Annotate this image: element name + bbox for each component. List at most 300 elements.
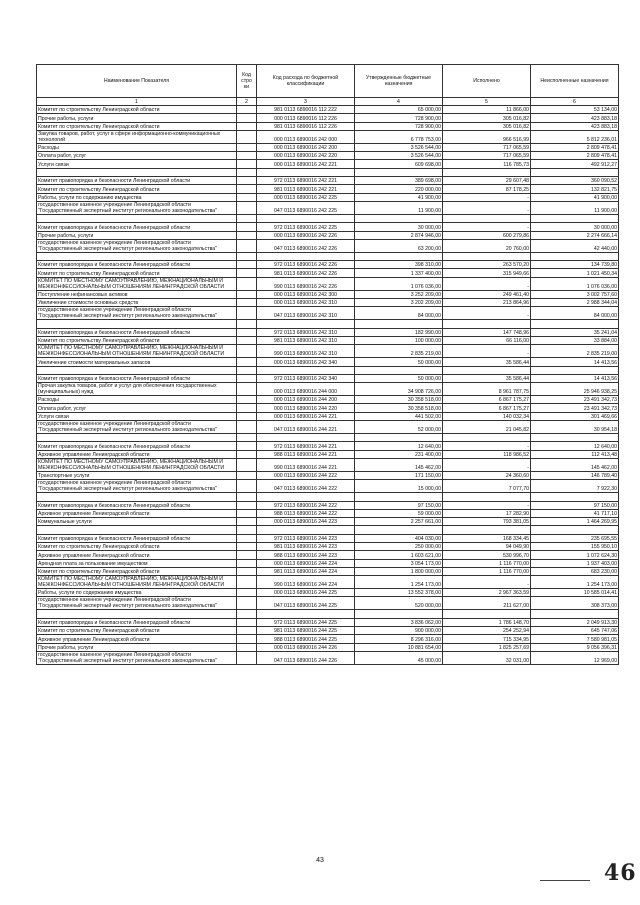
- cell-budget-code: [257, 434, 355, 442]
- cell-code: [237, 442, 257, 450]
- cell-remaining: 2 835 219,00: [531, 345, 619, 358]
- table-row: [37, 320, 619, 328]
- cell-budget-code: 000 0113 6890016 242 340: [257, 358, 355, 366]
- cell-remaining: 2 988 344,04: [531, 299, 619, 307]
- cell-budget-code: [257, 366, 355, 374]
- cell-done: 7 077,70: [443, 480, 531, 493]
- column-number: 4: [355, 98, 443, 106]
- cell-approved: 34 908 726,00: [355, 383, 443, 396]
- cell-budget-code: 000 0113 6890016 244 200: [257, 396, 355, 404]
- cell-name: Комитет правопорядка и безопасности Ленинградской области: [37, 177, 237, 185]
- cell-code: [237, 114, 257, 122]
- cell-code: [237, 261, 257, 269]
- table-row: [37, 567, 619, 575]
- cell-budget-code: 988 0113 6890016 244 223: [257, 551, 355, 559]
- cell-code: [237, 307, 257, 320]
- cell-done: 20 760,00: [443, 239, 531, 252]
- cell-done: 6 867 175,27: [443, 404, 531, 412]
- cell-name: Комитет правопорядка и безопасности Ленинградской области: [37, 501, 237, 509]
- cell-approved: 3 836 062,00: [355, 618, 443, 626]
- cell-name: Прочие работы, услуги: [37, 114, 237, 122]
- cell-name: [37, 214, 237, 222]
- cell-budget-code: 981 0113 6890016 242 310: [257, 336, 355, 344]
- cell-name: Архивное управление Ленинградской области: [37, 509, 237, 517]
- cell-name: Комитет правопорядка и безопасности Ленинградской области: [37, 442, 237, 450]
- cell-remaining: 11 900,00: [531, 201, 619, 214]
- cell-remaining: 10 585 014,41: [531, 589, 619, 597]
- cell-remaining: [531, 320, 619, 328]
- cell-budget-code: 981 0113 6890016 112 226: [257, 122, 355, 130]
- cell-remaining: 5 812 236,01: [531, 130, 619, 143]
- cell-approved: 1 076 036,00: [355, 277, 443, 290]
- table-row: [37, 450, 619, 458]
- cell-name: Прочие работы, услуги: [37, 231, 237, 239]
- cell-name: государственное казенное учреждение Ленинградской области "Государственный экспертный институт регионального законодательства": [37, 651, 237, 664]
- cell-budget-code: 047 0113 6890016 244 225: [257, 597, 355, 610]
- cell-name: Комитет правопорядка и безопасности Ленинградской области: [37, 374, 237, 382]
- table-row: [37, 396, 619, 404]
- cell-code: [237, 434, 257, 442]
- cell-done: 6 867 175,27: [443, 396, 531, 404]
- cell-code: [237, 493, 257, 501]
- cell-budget-code: 000 0113 6890016 242 226: [257, 231, 355, 239]
- cell-approved: 2 835 219,00: [355, 345, 443, 358]
- cell-remaining: 9 056 396,31: [531, 643, 619, 651]
- cell-approved: 441 502,00: [355, 412, 443, 420]
- table-row: [37, 122, 619, 130]
- cell-name: КОМИТЕТ ПО МЕСТНОМУ САМОУПРАВЛЕНИЮ, МЕЖНАЦИОНАЛЬНЫМ И МЕЖКОНФЕССИОНАЛЬНЫМ ОТНОШЕНИЯМ ЛЕНИНГРАДСКОЙ ОБЛАСТИ: [37, 458, 237, 471]
- cell-done: 147 748,96: [443, 328, 531, 336]
- cell-remaining: 112 413,48: [531, 450, 619, 458]
- cell-done: 116 785,73: [443, 160, 531, 168]
- cell-budget-code: 981 0113 6890016 112 222: [257, 106, 355, 114]
- cell-code: [237, 122, 257, 130]
- cell-name: Архивное управление Ленинградской области: [37, 551, 237, 559]
- cell-name: Работы, услуги по содержанию имущества: [37, 193, 237, 201]
- cell-remaining: 41 900,00: [531, 193, 619, 201]
- cell-remaining: [531, 168, 619, 176]
- table-row: [37, 336, 619, 344]
- cell-approved: 63 200,00: [355, 239, 443, 252]
- cell-remaining: 301 469,66: [531, 412, 619, 420]
- table-row: [37, 239, 619, 252]
- cell-name: Расходы: [37, 143, 237, 151]
- page-number: 43: [316, 857, 324, 864]
- cell-code: [237, 328, 257, 336]
- cell-remaining: 2 049 913,30: [531, 618, 619, 626]
- cell-remaining: 1 254 173,00: [531, 576, 619, 589]
- cell-name: [37, 366, 237, 374]
- table-row: [37, 143, 619, 151]
- cell-remaining: [531, 366, 619, 374]
- cell-budget-code: 000 0113 6890016 242 000: [257, 130, 355, 143]
- table-row: [37, 261, 619, 269]
- cell-approved: 100 000,00: [355, 336, 443, 344]
- cell-remaining: 423 883,18: [531, 122, 619, 130]
- cell-name: Комитет правопорядка и безопасности Ленинградской области: [37, 328, 237, 336]
- cell-name: Оплата работ, услуг: [37, 404, 237, 412]
- cell-code: [237, 269, 257, 277]
- cell-remaining: 41 717,10: [531, 509, 619, 517]
- cell-budget-code: [257, 168, 355, 176]
- cell-done: 1 786 148,70: [443, 618, 531, 626]
- cell-name: КОМИТЕТ ПО МЕСТНОМУ САМОУПРАВЛЕНИЮ, МЕЖНАЦИОНАЛЬНЫМ И МЕЖКОНФЕССИОНАЛЬНЫМ ОТНОШЕНИЯМ ЛЕНИНГРАДСКОЙ ОБЛАСТИ: [37, 277, 237, 290]
- cell-code: [237, 320, 257, 328]
- table-row: [37, 618, 619, 626]
- table-row: [37, 223, 619, 231]
- table-row: [37, 269, 619, 277]
- cell-done: -: [443, 501, 531, 509]
- cell-remaining: 1 937 403,00: [531, 559, 619, 567]
- cell-name: Комитет по строительству Ленинградской области: [37, 542, 237, 550]
- cell-code: [237, 252, 257, 260]
- cell-done: [443, 366, 531, 374]
- table-row: [37, 589, 619, 597]
- cell-code: [237, 643, 257, 651]
- cell-budget-code: 972 0113 6890016 242 221: [257, 177, 355, 185]
- cell-budget-code: 047 0113 6890016 244 222: [257, 480, 355, 493]
- cell-approved: 8 296 316,00: [355, 635, 443, 643]
- column-number: 6: [531, 98, 619, 106]
- cell-budget-code: 972 0113 6890016 244 225: [257, 618, 355, 626]
- cell-name: государственное казенное учреждение Ленинградской области "Государственный экспертный институт регионального законодательства": [37, 597, 237, 610]
- cell-approved: [355, 214, 443, 222]
- cell-name: [37, 168, 237, 176]
- cell-done: -: [443, 458, 531, 471]
- cell-approved: 398 310,00: [355, 261, 443, 269]
- cell-remaining: [531, 610, 619, 618]
- cell-remaining: 53 134,00: [531, 106, 619, 114]
- handwritten-page-stamp: 46: [604, 860, 637, 886]
- cell-code: [237, 336, 257, 344]
- cell-approved: 182 990,00: [355, 328, 443, 336]
- cell-name: Прочая закупка товаров, работ и услуг для обеспечения государственных (муниципальных) нужд: [37, 383, 237, 396]
- cell-code: [237, 567, 257, 575]
- cell-name: Комитет по строительству Ленинградской области: [37, 627, 237, 635]
- cell-budget-code: 972 0113 6890016 244 223: [257, 534, 355, 542]
- cell-budget-code: 972 0113 6890016 244 222: [257, 501, 355, 509]
- cell-done: [443, 214, 531, 222]
- cell-approved: [355, 610, 443, 618]
- column-number: 2: [237, 98, 257, 106]
- cell-code: [237, 396, 257, 404]
- cell-budget-code: [257, 214, 355, 222]
- cell-remaining: 1 021 450,34: [531, 269, 619, 277]
- cell-budget-code: 000 0113 6890016 244 226: [257, 643, 355, 651]
- column-number: 3: [257, 98, 355, 106]
- cell-budget-code: 000 0113 6890016 244 222: [257, 471, 355, 479]
- cell-code: [237, 231, 257, 239]
- cell-approved: 6 778 753,00: [355, 130, 443, 143]
- cell-budget-code: 981 0113 6890016 242 226: [257, 269, 355, 277]
- cell-code: [237, 290, 257, 298]
- cell-budget-code: 972 0113 6890016 244 221: [257, 442, 355, 450]
- cell-name: КОМИТЕТ ПО МЕСТНОМУ САМОУПРАВЛЕНИЮ, МЕЖНАЦИОНАЛЬНЫМ И МЕЖКОНФЕССИОНАЛЬНЫМ ОТНОШЕНИЯМ ЛЕНИНГРАДСКОЙ ОБЛАСТИ: [37, 576, 237, 589]
- table-row: [37, 551, 619, 559]
- cell-remaining: 2 809 478,41: [531, 152, 619, 160]
- cell-budget-code: 990 0113 6890016 244 224: [257, 576, 355, 589]
- cell-done: 717 065,59: [443, 143, 531, 151]
- cell-done: 211 627,00: [443, 597, 531, 610]
- cell-code: [237, 421, 257, 434]
- table-row: [37, 471, 619, 479]
- cell-name: Увеличение стоимости основных средств: [37, 299, 237, 307]
- footer-divider: [540, 880, 590, 881]
- cell-done: 35 586,44: [443, 374, 531, 382]
- cell-done: [443, 434, 531, 442]
- cell-budget-code: 988 0113 6890016 244 221: [257, 450, 355, 458]
- cell-remaining: 132 821,75: [531, 185, 619, 193]
- cell-done: 140 032,34: [443, 412, 531, 420]
- cell-name: [37, 493, 237, 501]
- table-row: [37, 168, 619, 176]
- cell-name: государственное казенное учреждение Ленинградской области "Государственный экспертный институт регионального законодательства": [37, 421, 237, 434]
- cell-code: [237, 214, 257, 222]
- cell-done: 1 825 257,69: [443, 643, 531, 651]
- table-row: [37, 193, 619, 201]
- cell-approved: 1 254 173,00: [355, 576, 443, 589]
- table-row: [37, 106, 619, 114]
- cell-approved: [355, 320, 443, 328]
- cell-remaining: 30 954,18: [531, 421, 619, 434]
- cell-name: [37, 610, 237, 618]
- cell-done: 168 334,45: [443, 534, 531, 542]
- cell-approved: 52 000,00: [355, 421, 443, 434]
- cell-approved: 30 000,00: [355, 223, 443, 231]
- cell-done: 8 961 787,75: [443, 383, 531, 396]
- table-row: [37, 542, 619, 550]
- cell-approved: 609 698,00: [355, 160, 443, 168]
- table-row: [37, 374, 619, 382]
- cell-approved: 1 337 400,00: [355, 269, 443, 277]
- cell-done: -: [443, 277, 531, 290]
- cell-remaining: 12 640,00: [531, 442, 619, 450]
- table-row: [37, 526, 619, 534]
- cell-code: [237, 160, 257, 168]
- cell-approved: 50 000,00: [355, 358, 443, 366]
- cell-budget-code: 981 0113 6890016 244 223: [257, 542, 355, 550]
- cell-approved: 30 358 518,00: [355, 396, 443, 404]
- cell-done: -: [443, 201, 531, 214]
- cell-budget-code: 972 0113 6890016 242 226: [257, 261, 355, 269]
- header-name: Наименование Показателя: [37, 65, 237, 98]
- cell-name: Комитет правопорядка и безопасности Ленинградской области: [37, 534, 237, 542]
- cell-done: 1 116 770,00: [443, 567, 531, 575]
- cell-budget-code: 972 0113 6890016 242 225: [257, 223, 355, 231]
- table-row: [37, 152, 619, 160]
- cell-done: 600 279,86: [443, 231, 531, 239]
- cell-name: государственное казенное учреждение Ленинградской области "Государственный экспертный институт регионального законодательства": [37, 307, 237, 320]
- cell-remaining: [531, 252, 619, 260]
- header-remaining: Неисполненные назначения: [531, 65, 619, 98]
- cell-code: [237, 534, 257, 542]
- table-row: [37, 252, 619, 260]
- table-row: [37, 559, 619, 567]
- cell-done: [443, 610, 531, 618]
- cell-remaining: 2 809 478,41: [531, 143, 619, 151]
- cell-code: [237, 526, 257, 534]
- cell-name: Услуги связи: [37, 412, 237, 420]
- cell-approved: 1 603 621,00: [355, 551, 443, 559]
- cell-done: 32 031,00: [443, 651, 531, 664]
- cell-remaining: [531, 214, 619, 222]
- cell-approved: 389 698,00: [355, 177, 443, 185]
- cell-approved: 84 000,00: [355, 307, 443, 320]
- cell-done: 254 252,94: [443, 627, 531, 635]
- cell-code: [237, 152, 257, 160]
- column-number: 1: [37, 98, 237, 106]
- cell-name: Поступление нефинансовых активов: [37, 290, 237, 298]
- cell-budget-code: 000 0113 6890016 242 225: [257, 193, 355, 201]
- cell-budget-code: 988 0113 6890016 244 225: [257, 635, 355, 643]
- cell-code: [237, 597, 257, 610]
- cell-done: 717 065,59: [443, 152, 531, 160]
- cell-done: 715 334,95: [443, 635, 531, 643]
- table-row: [37, 185, 619, 193]
- cell-code: [237, 635, 257, 643]
- cell-name: [37, 252, 237, 260]
- cell-budget-code: 972 0113 6890016 242 310: [257, 328, 355, 336]
- cell-done: [443, 493, 531, 501]
- cell-approved: [355, 366, 443, 374]
- cell-approved: 728 900,00: [355, 122, 443, 130]
- table-row: [37, 277, 619, 290]
- cell-name: Комитет правопорядка и безопасности Ленинградской области: [37, 261, 237, 269]
- cell-approved: 3 526 544,00: [355, 143, 443, 151]
- cell-done: 213 864,96: [443, 299, 531, 307]
- table-row: [37, 290, 619, 298]
- table-row: [37, 130, 619, 143]
- table-row: [37, 635, 619, 643]
- cell-code: [237, 143, 257, 151]
- header-budget-code: Код расхода по бюджетной классификации: [257, 65, 355, 98]
- cell-name: [37, 526, 237, 534]
- cell-name: Расходы: [37, 396, 237, 404]
- cell-approved: 45 000,00: [355, 651, 443, 664]
- cell-name: Комитет по строительству Ленинградской области: [37, 106, 237, 114]
- cell-done: 249 461,40: [443, 290, 531, 298]
- cell-done: 94 049,90: [443, 542, 531, 550]
- cell-done: [443, 168, 531, 176]
- cell-code: [237, 193, 257, 201]
- cell-code: [237, 618, 257, 626]
- cell-code: [237, 412, 257, 420]
- cell-budget-code: 000 0113 6890016 112 226: [257, 114, 355, 122]
- cell-done: 11 866,00: [443, 106, 531, 114]
- cell-done: 263 570,20: [443, 261, 531, 269]
- table-row: [37, 597, 619, 610]
- cell-remaining: 134 739,80: [531, 261, 619, 269]
- cell-done: 35 586,44: [443, 358, 531, 366]
- cell-budget-code: 981 0113 6890016 244 224: [257, 567, 355, 575]
- cell-name: Архивное управление Ленинградской области: [37, 635, 237, 643]
- cell-approved: 1 800 000,00: [355, 567, 443, 575]
- table-row: [37, 627, 619, 635]
- cell-budget-code: 047 0113 6890016 242 310: [257, 307, 355, 320]
- cell-code: [237, 589, 257, 597]
- cell-approved: 2 874 946,00: [355, 231, 443, 239]
- cell-remaining: 235 695,55: [531, 534, 619, 542]
- cell-done: [443, 252, 531, 260]
- table-row: [37, 404, 619, 412]
- cell-approved: 50 000,00: [355, 374, 443, 382]
- cell-code: [237, 299, 257, 307]
- cell-approved: 30 358 518,00: [355, 404, 443, 412]
- cell-approved: [355, 493, 443, 501]
- cell-code: [237, 383, 257, 396]
- table-row: [37, 412, 619, 420]
- cell-name: [37, 320, 237, 328]
- cell-remaining: 7 922,30: [531, 480, 619, 493]
- cell-budget-code: 047 0113 6890016 242 225: [257, 201, 355, 214]
- cell-remaining: 97 150,00: [531, 501, 619, 509]
- cell-code: [237, 404, 257, 412]
- cell-code: [237, 366, 257, 374]
- cell-code: [237, 610, 257, 618]
- cell-name: Комитет по строительству Ленинградской области: [37, 336, 237, 344]
- cell-remaining: 360 090,52: [531, 177, 619, 185]
- cell-budget-code: 000 0113 6890016 242 200: [257, 143, 355, 151]
- cell-remaining: 35 241,04: [531, 328, 619, 336]
- cell-approved: 65 000,00: [355, 106, 443, 114]
- table-row: [37, 214, 619, 222]
- cell-remaining: 146 789,40: [531, 471, 619, 479]
- cell-done: 305 016,82: [443, 114, 531, 122]
- cell-code: [237, 509, 257, 517]
- table-row: [37, 518, 619, 526]
- cell-approved: 59 000,00: [355, 509, 443, 517]
- cell-code: [237, 458, 257, 471]
- cell-remaining: 14 413,56: [531, 358, 619, 366]
- cell-code: [237, 501, 257, 509]
- table-row: [37, 299, 619, 307]
- table-row: [37, 383, 619, 396]
- cell-budget-code: 000 0113 6890016 242 300: [257, 290, 355, 298]
- cell-done: 87 178,25: [443, 185, 531, 193]
- cell-code: [237, 542, 257, 550]
- header-approved: Утвержденные бюджетные назначения: [355, 65, 443, 98]
- cell-code: [237, 177, 257, 185]
- table-row: [37, 201, 619, 214]
- table-row: [37, 366, 619, 374]
- cell-code: [237, 627, 257, 635]
- table-row: [37, 328, 619, 336]
- cell-remaining: [531, 526, 619, 534]
- table-row: [37, 421, 619, 434]
- cell-budget-code: 990 0113 6890016 242 226: [257, 277, 355, 290]
- cell-approved: 3 526 544,00: [355, 152, 443, 160]
- cell-budget-code: 000 0113 6890016 244 223: [257, 518, 355, 526]
- cell-remaining: 7 580 981,05: [531, 635, 619, 643]
- table-row: [37, 231, 619, 239]
- cell-done: -: [443, 576, 531, 589]
- cell-budget-code: 981 0113 6890016 244 225: [257, 627, 355, 635]
- cell-approved: 231 400,00: [355, 450, 443, 458]
- cell-budget-code: [257, 493, 355, 501]
- cell-budget-code: 000 0113 6890016 244 225: [257, 589, 355, 597]
- cell-approved: 171 150,00: [355, 471, 443, 479]
- cell-budget-code: [257, 526, 355, 534]
- cell-done: 2 967 363,59: [443, 589, 531, 597]
- table-row: [37, 610, 619, 618]
- cell-budget-code: 000 0113 6890016 242 221: [257, 160, 355, 168]
- cell-done: 305 016,82: [443, 122, 531, 130]
- table-row: [37, 509, 619, 517]
- table-row: [37, 177, 619, 185]
- cell-name: [37, 434, 237, 442]
- cell-remaining: 683 230,00: [531, 567, 619, 575]
- cell-name: государственное казенное учреждение Ленинградской области "Государственный экспертный институт регионального законодательства": [37, 201, 237, 214]
